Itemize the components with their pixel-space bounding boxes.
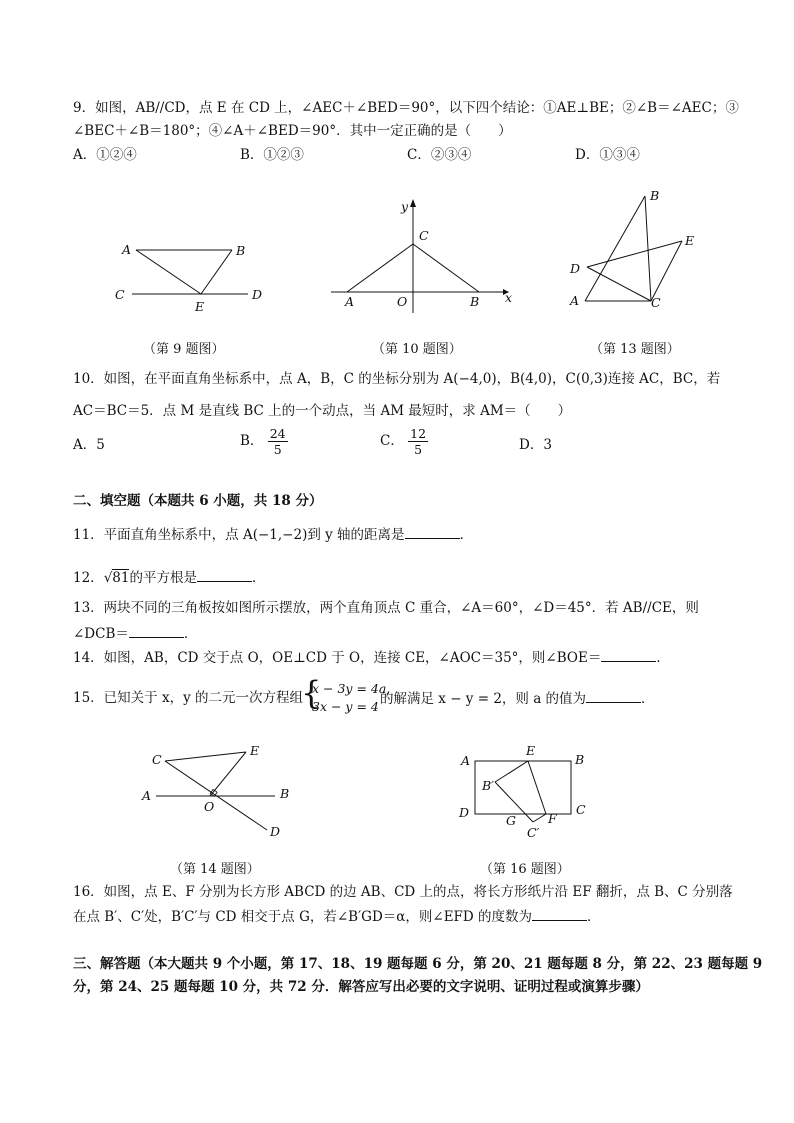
q10-option-c-numerator: 12 [410,426,427,441]
fig10-label-b: B [470,294,480,309]
q9-option-c: C．②③④ [407,147,472,163]
q15-suffix-text: 的解满足 x − y = 2，则 a 的值为 [380,691,587,707]
fig10-label-a: A [345,294,355,309]
q14-text: 14．如图，AB，CD 交于点 O，OE⊥CD 于 O，连接 CE，∠AOC＝35°，则∠BOE＝ [73,650,602,666]
q10-option-b-fraction [268,426,288,457]
q13-line1: 13．两块不同的三角板按如图所示摆放，两个直角顶点 C 重合，∠A＝60°，∠D＝45°．若 AB//CE，则 [73,600,699,616]
q13-line2-text: ∠DCB＝ [73,626,129,642]
figure-16-diagram [455,745,595,840]
q10-option-c-fraction [408,426,428,457]
q11-end: ． [459,527,474,543]
fig9-label-c: C [115,287,125,302]
figure-16-caption: （第 16 题图） [480,862,570,877]
fig16-label-c-prime: C′ [527,825,540,840]
fig14-label-o: O [204,799,215,814]
q14 [73,648,670,667]
fig10-label-x: x [505,290,513,305]
figure-10-diagram [325,195,515,315]
q12-text: 的平方根是 [129,570,197,586]
q15-end: ． [641,691,655,707]
q16-line1: 16．如图，点 E、F 分别为长方形 ABCD 的边 AB、CD 上的点，将长方形纸片沿 EF 翻折，点 B、C 分别落 [73,884,733,900]
fig13-label-d: D [570,261,581,276]
fig10-label-c: C [419,228,429,243]
fig9-label-b: B [236,243,246,258]
sqrt-symbol-icon: √ [103,570,113,586]
q10-option-d: D．3 [519,437,552,453]
q9-option-b: B．①②③ [240,147,304,163]
fig14-label-b: B [280,786,290,801]
fig9-label-d: D [252,287,263,302]
q15-answer-blank [586,689,641,703]
q15-suffix [380,689,655,708]
q10-option-b-prefix: B． [240,433,264,449]
q16-end: ． [587,909,601,925]
q10-option-b-denominator: 5 [273,442,282,457]
fig14-label-c: C [152,752,162,767]
fig10-label-o: O [397,294,408,309]
q14-answer-blank [601,648,656,662]
section-3-heading-line2: 分，第 24、25 题每题 10 分，共 72 分．解答应写出必要的文字说明、证明过程或演算步骤） [73,979,649,995]
fig9-label-e: E [195,299,205,314]
q16-line2 [73,907,601,926]
q10-option-a: A．5 [73,437,105,453]
fig16-label-c: C [576,802,586,817]
fig13-label-c: C [651,295,661,310]
q13-answer-blank [129,624,184,638]
q15-brace: { [301,674,322,712]
fig14-label-e: E [250,743,260,758]
fig10-label-y: y [401,199,409,214]
fig14-label-d: D [270,824,281,839]
fig14-label-a: A [142,788,152,803]
q15-eq2: 3x − y = 4 [312,699,379,714]
q10-option-c-prefix: C． [380,433,404,449]
q10-line1: 10．如图，在平面直角坐标系中，点 A，B，C 的坐标分别为 A(−4,0)，B(4,0)，C(0,3)连接 AC，BC，若 [73,371,721,387]
fig16-label-b-prime: B′ [482,778,495,793]
q11-text: 11．平面直角坐标系中，点 A(−1,−2)到 y 轴的距离是 [73,527,405,543]
fig16-label-f: F [548,811,557,826]
fig16-label-b: B [575,752,585,767]
fig16-label-g: G [506,813,516,828]
fig16-label-e: E [526,743,536,758]
q12-prefix: 12． [73,570,104,586]
q9-line1: 9．如图，AB//CD，点 E 在 CD 上，∠AEC＋∠BED＝90°，以下四个结论：①AE⊥BE；②∠B＝∠AEC；③ [73,100,739,116]
figure-10-caption: （第 10 题图） [372,342,462,357]
q10-option-b-numerator: 24 [269,426,286,441]
figure-9-caption: （第 9 题图） [143,342,225,357]
figure-14-caption: （第 14 题图） [170,862,260,877]
q12-answer-blank [197,568,252,582]
q9-line2: ∠BEC＋∠B＝180°；④∠A＋∠BED＝90°．其中一定正确的是（ ） [73,123,512,139]
q10-line2: AC＝BC＝5．点 M 是直线 BC 上的一个动点，当 AM 最短时，求 AM＝（ ） [73,403,572,419]
q9-option-d: D．①③④ [575,147,640,163]
q16-line2-text: 在点 B′、C′处，B′C′与 CD 相交于点 G，若∠B′GD＝α，则∠EFD 的度数为 [73,909,533,925]
q14-end: ． [656,650,670,666]
q16-answer-blank [532,907,587,921]
section-2-heading: 二、填空题（本题共 6 小题，共 18 分） [73,493,323,509]
section-3-heading-line1: 三、解答题（本大题共 9 个小题，第 17、18、19 题每题 6 分，第 20、21 题每题 8 分，第 22、23 题每题 9 [73,956,763,972]
fig13-label-e: E [685,233,695,248]
q11-answer-blank [405,525,460,539]
q9-option-a: A．①②④ [73,147,137,163]
q10-option-c [380,426,428,457]
fig13-label-a: A [570,293,580,308]
figure-9-diagram [110,235,280,315]
q13-line2 [73,624,197,643]
figure-13-diagram [565,185,705,310]
q10-option-b [240,426,288,457]
q13-end: ． [183,626,198,642]
fig16-label-a: A [461,753,471,768]
figure-14-diagram [140,740,290,840]
q15-prefix: 15．已知关于 x，y 的二元一次方程组 [73,690,304,706]
fig16-label-d: D [459,805,470,820]
figure-13-caption: （第 13 题图） [590,342,680,357]
q12 [73,568,265,587]
q11 [73,525,473,544]
q12-end: ． [251,570,266,586]
q12-radicand: 81 [112,570,130,586]
q15-eq1: x − 3y = 4a, [312,681,391,696]
fig9-label-a: A [122,242,132,257]
fig13-label-b: B [650,188,660,203]
q10-option-c-denominator: 5 [414,442,423,457]
